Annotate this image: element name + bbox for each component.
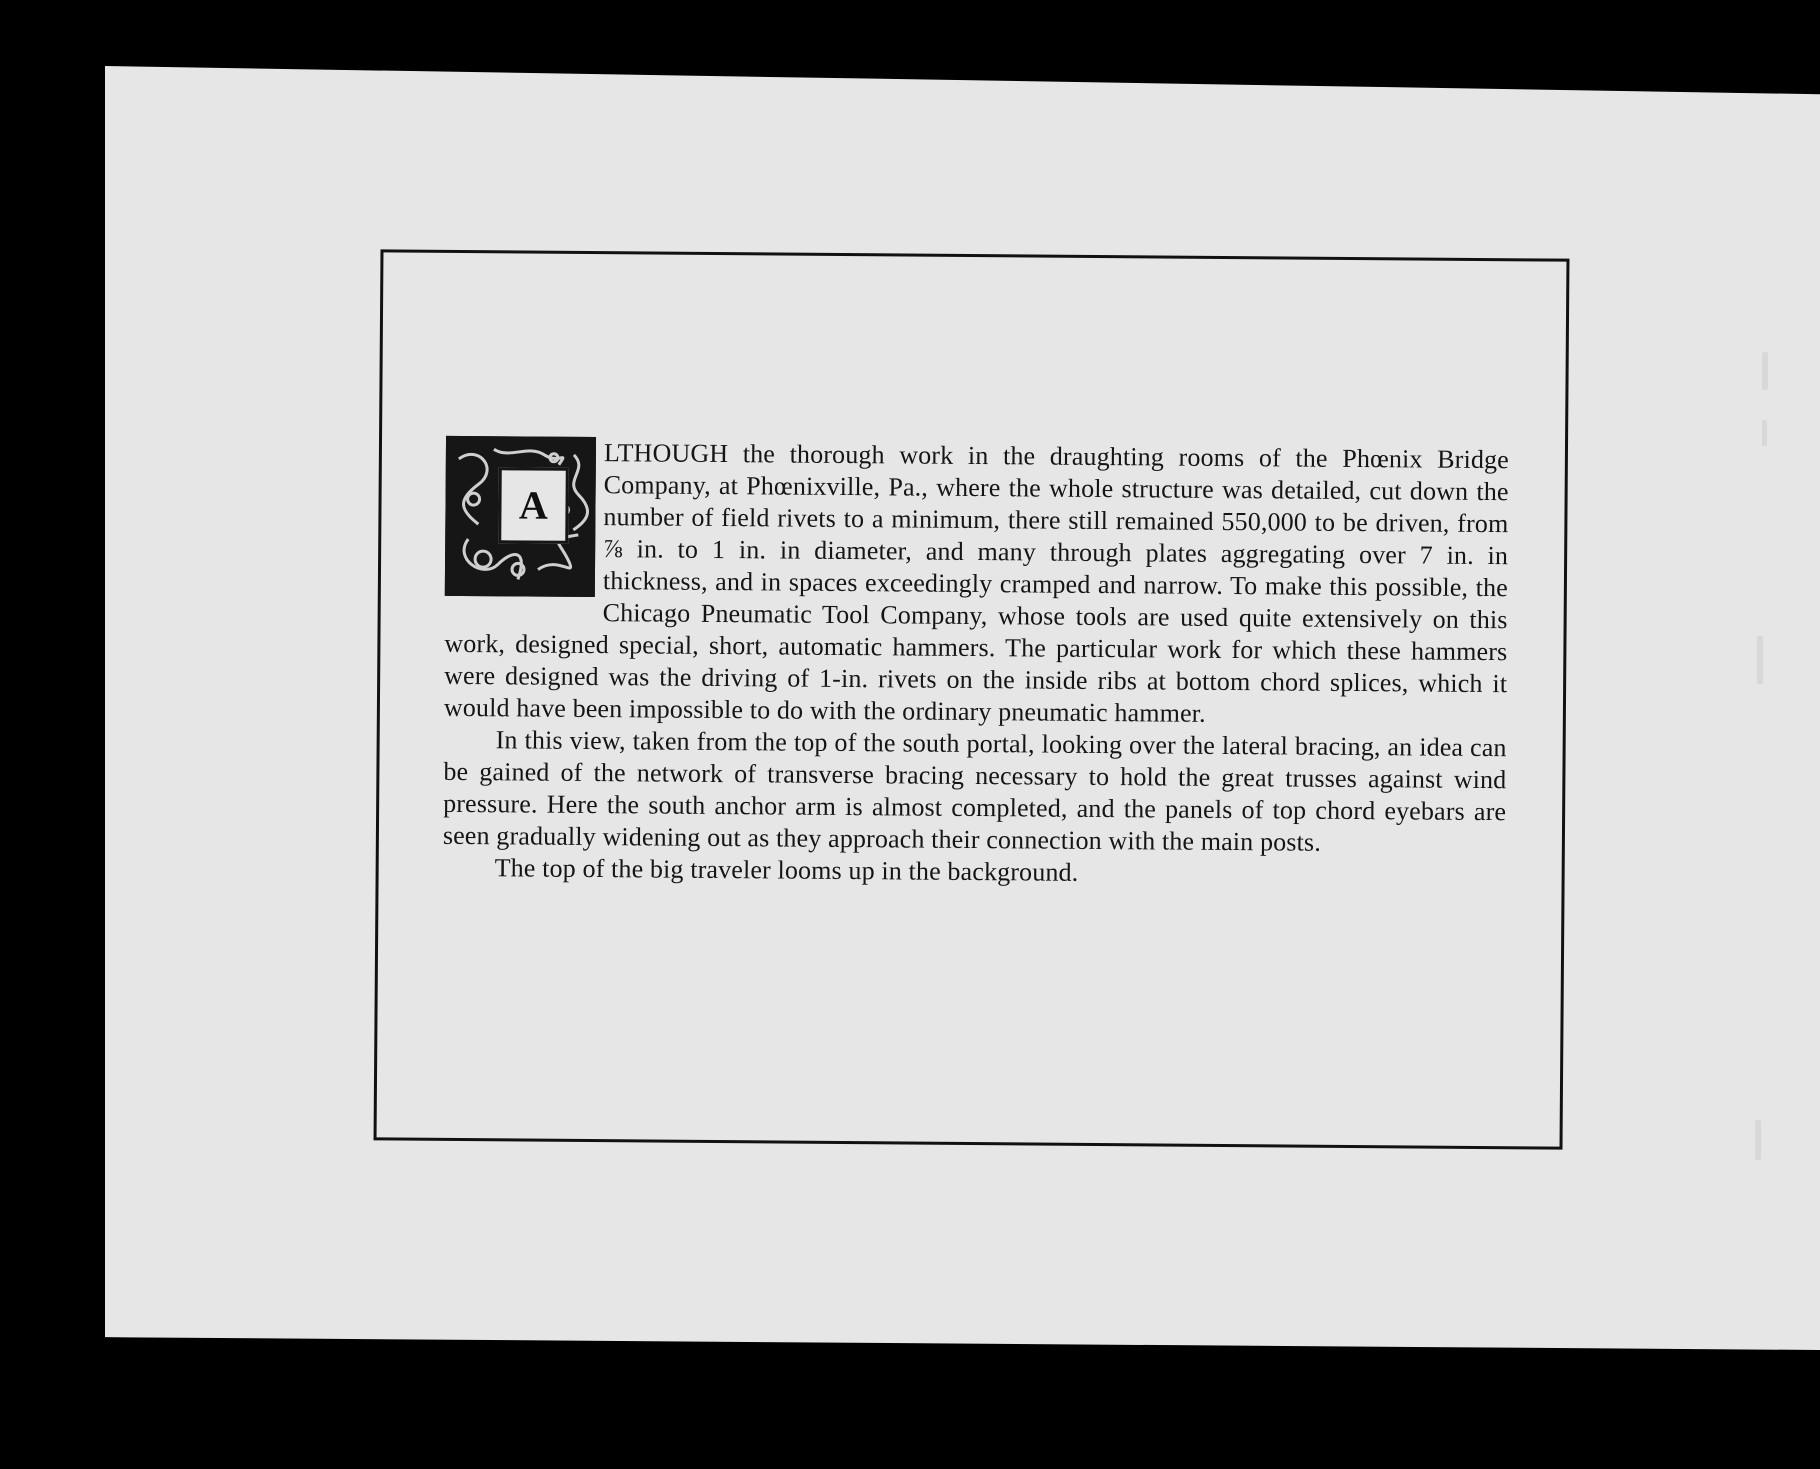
scan-artifact-mark <box>1762 420 1767 446</box>
paragraph-1: LTHOUGH the thorough work in the draughting rooms of the Phœnix Bridge Company, at Phœnixville, Pa., where the whole structure was detailed, cut down the number of field rivets to a minimum, there still remained 550,000 to be driven, from ⅞ in. to 1 in. in diameter, and many through plates aggregating over 7 in. in thickness, and in spaces exceedingly cramped and narrow. To make this possible, the Chicago Pneumatic Tool Company, whose tools are used quite extensively on this work, designed special, short, automatic hammers. The particular work for which these hammers were designed was the driving of 1-in. rivets on the inside ribs at bottom chord splices, which it would have been impossible to do with the ordinary pneumatic hammer. <box>443 438 1510 728</box>
ornamental-dropcap <box>445 436 596 597</box>
paragraph-3: The top of the big traveler looms up in the background. <box>494 853 1079 887</box>
body-text <box>443 436 1509 892</box>
paragraph-2: In this view, taken from the top of the south portal, looking over the lateral bracing, an idea can be gained of the network of transverse bracing necessary to hold the great trusses against wind pressure. Here the south anchor arm is almost completed, and the panels of top chord eyebars are seen gradually widening out as they approach their connection with the main posts. <box>442 725 1507 857</box>
scan-artifact-mark <box>1755 1120 1761 1160</box>
text-frame <box>374 249 1570 1149</box>
scan-artifact-mark <box>1762 352 1768 390</box>
dropcap-letter: A <box>498 467 569 544</box>
scan-artifact-mark <box>1757 636 1763 684</box>
